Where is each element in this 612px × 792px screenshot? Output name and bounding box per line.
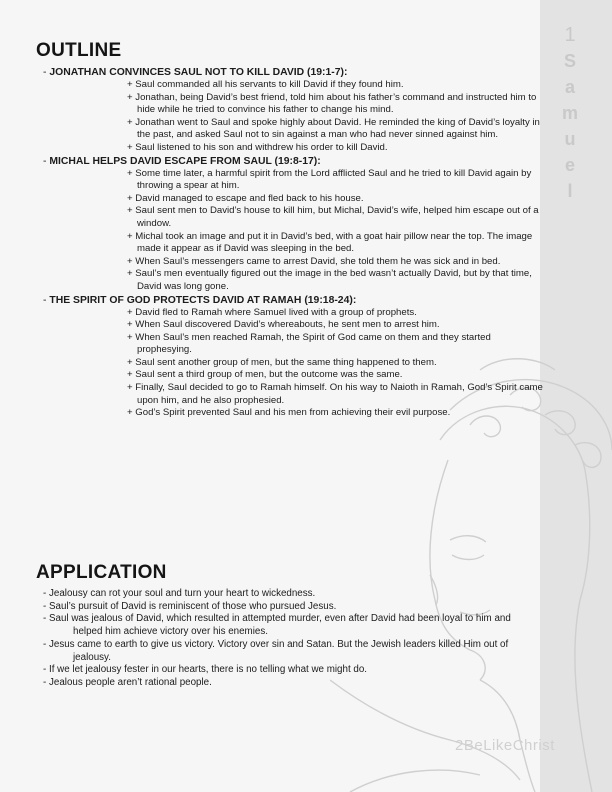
book-letter: S bbox=[563, 51, 576, 71]
outline-bullet: + Michal took an image and put it in David’s bed, with a goat hair pillow near the top. The image made it appear as if David was sleeping in the bed. bbox=[81, 231, 543, 256]
outline-heading: OUTLINE bbox=[36, 40, 122, 61]
outline-bullet: + Jonathan went to Saul and spoke highly about David. He reminded the king of David’s loyalty in the past, and asked Saul not to sin against a man who had never sinned against him. bbox=[81, 117, 543, 142]
outline-bullet: + Saul commanded all his servants to kill David if they found him. bbox=[81, 79, 543, 92]
application-item: - Saul was jealous of David, which resulted in attempted murder, even after David had been loyal to him and helped him achieve victory over his enemies. bbox=[43, 613, 538, 638]
application-heading: APPLICATION bbox=[36, 562, 167, 583]
outline-bullet: + Finally, Saul decided to go to Ramah himself. On his way to Naioth in Ramah, God’s Spirit came upon him, and he also prophesied. bbox=[81, 382, 543, 407]
application-list bbox=[43, 588, 538, 690]
book-letter: u bbox=[564, 129, 576, 149]
book-letter: m bbox=[561, 103, 578, 123]
outline-bullet: + David managed to escape and fled back to his house. bbox=[81, 193, 543, 206]
book-letter: e bbox=[564, 155, 575, 175]
outline-bullet: + When Saul’s men reached Ramah, the Spirit of God came on them and they started prophesying. bbox=[81, 332, 543, 357]
outline-bullet: + Some time later, a harmful spirit from the Lord afflicted Saul and he tried to kill David again by throwing a spear at him. bbox=[81, 168, 543, 193]
book-number: 1 bbox=[564, 24, 576, 46]
application-item: - Saul’s pursuit of David is reminiscent of those who pursued Jesus. bbox=[43, 601, 538, 614]
application-item: - Jesus came to earth to give us victory. Victory over sin and Satan. But the Jewish leaders killed Him out of jealousy. bbox=[43, 639, 538, 664]
outline-bullet: + God’s Spirit prevented Saul and his men from achieving their evil purpose. bbox=[81, 407, 543, 420]
brand-footer: 2BeLikeChrist bbox=[455, 737, 555, 754]
outline-bullet: + Saul sent another group of men, but the same thing happened to them. bbox=[81, 357, 543, 370]
application-item: - Jealousy can rot your soul and turn your heart to wickedness. bbox=[43, 588, 538, 601]
outline-bullet: + David fled to Ramah where Samuel lived with a group of prophets. bbox=[81, 307, 543, 320]
section-title: - THE SPIRIT OF GOD PROTECTS DAVID AT RAMAH (19:18-24): bbox=[43, 294, 543, 307]
section-title: - JONATHAN CONVINCES SAUL NOT TO KILL DAVID (19:1-7): bbox=[43, 66, 543, 79]
outline-bullet: + When Saul’s messengers came to arrest David, she told them he was sick and in bed. bbox=[81, 256, 543, 269]
outline-bullet: + When Saul discovered David’s whereabouts, he sent men to arrest him. bbox=[81, 319, 543, 332]
outline-bullet: + Saul sent men to David’s house to kill him, but Michal, David’s wife, helped him escape out of a window. bbox=[81, 205, 543, 230]
outline-body bbox=[43, 66, 543, 420]
outline-bullet: + Jonathan, being David’s best friend, told him about his father’s command and instructed him to hide while he tried to convince his father to change his mind. bbox=[81, 92, 543, 117]
application-item: - Jealous people aren’t rational people. bbox=[43, 677, 538, 690]
outline-bullet: + Saul sent a third group of men, but the outcome was the same. bbox=[81, 369, 543, 382]
book-letter: a bbox=[564, 77, 575, 97]
outline-bullet: + Saul’s men eventually figured out the image in the bed wasn’t actually David, but by that time, David was long gone. bbox=[81, 268, 543, 293]
section-title: - MICHAL HELPS DAVID ESCAPE FROM SAUL (19:8-17): bbox=[43, 155, 543, 168]
application-item: - If we let jealousy fester in our hearts, there is no telling what we might do. bbox=[43, 664, 538, 677]
outline-bullet: + Saul listened to his son and withdrew his order to kill David. bbox=[81, 142, 543, 155]
book-title-vertical bbox=[540, 22, 600, 204]
book-letter: l bbox=[567, 181, 573, 201]
